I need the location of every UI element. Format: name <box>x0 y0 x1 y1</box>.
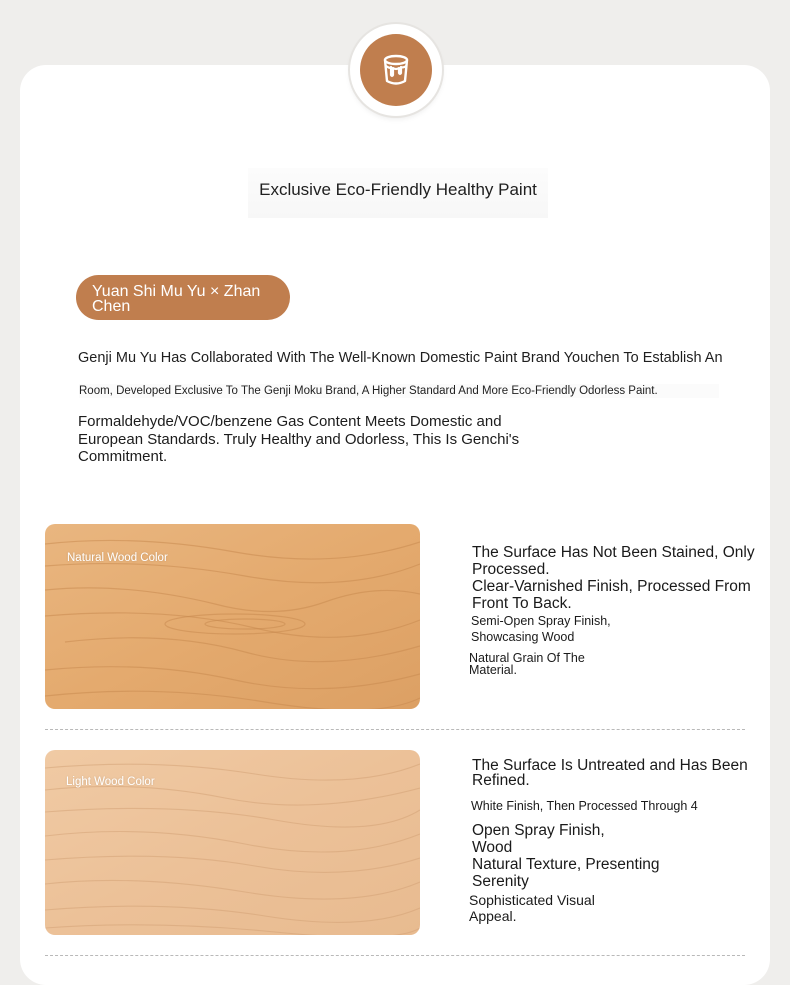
standards-paragraph <box>78 413 598 466</box>
finish-desc-line: Refined. <box>472 772 530 789</box>
finish-desc-line: Natural Texture, Presenting <box>472 856 660 873</box>
natural-wood-image <box>45 524 420 709</box>
finish-desc-line: Sophisticated Visual <box>469 892 595 908</box>
finish-desc-line: Processed. <box>472 561 550 578</box>
finish-desc-line: Wood <box>472 839 513 856</box>
finish-desc-line: White Finish, Then Processed Through 4 <box>471 799 698 813</box>
detail-text: Room, Developed Exclusive To The Genji Moku Brand, A Higher Standard And More Eco-Friendly Odorless Paint. <box>79 384 719 398</box>
light-wood-image <box>45 750 420 935</box>
finish-desc-line: Clear-Varnished Finish, Processed From <box>472 578 751 595</box>
finish-desc-line: Serenity <box>472 873 529 890</box>
finish-desc-line: The Surface Is Untreated and Has Been <box>472 757 748 774</box>
badge <box>350 24 442 116</box>
collab-badge <box>76 275 290 320</box>
standards-line: Commitment. <box>78 448 168 465</box>
lead-text: Genji Mu Yu Has Collaborated With The Well-Known Domestic Paint Brand Youchen To Establish An <box>78 350 723 366</box>
paint-bucket-icon <box>376 50 416 90</box>
finish-desc-line: Appeal. <box>469 908 517 924</box>
standards-line: Formaldehyde/VOC/benzene Gas Content Meets Domestic and <box>78 413 502 430</box>
collab-badge-line2: Chen <box>92 298 131 315</box>
divider <box>45 729 745 730</box>
standards-line: European Standards. Truly Healthy and Odorless, This Is Genchi's <box>78 430 520 448</box>
page-title: Exclusive Eco-Friendly Healthy Paint <box>248 168 548 218</box>
finish-desc-line: Front To Back. <box>472 595 572 612</box>
wood-color-label: Natural Wood Color <box>67 552 168 564</box>
finish-desc-line: Material. <box>469 663 517 677</box>
badge-circle <box>360 34 432 106</box>
finish-desc-line: Semi-Open Spray Finish, <box>471 614 611 628</box>
finish-desc-line: Open Spray Finish, <box>472 822 605 839</box>
divider <box>45 955 745 956</box>
wood-color-label: Light Wood Color <box>66 776 155 788</box>
collab-badge-line1: Yuan Shi Mu Yu × Zhan <box>92 283 261 300</box>
finish-desc-line: Natural Grain Of The <box>469 651 585 665</box>
finish-desc-line: The Surface Has Not Been Stained, Only <box>472 544 755 561</box>
finish-desc-line: Showcasing Wood <box>471 630 575 644</box>
